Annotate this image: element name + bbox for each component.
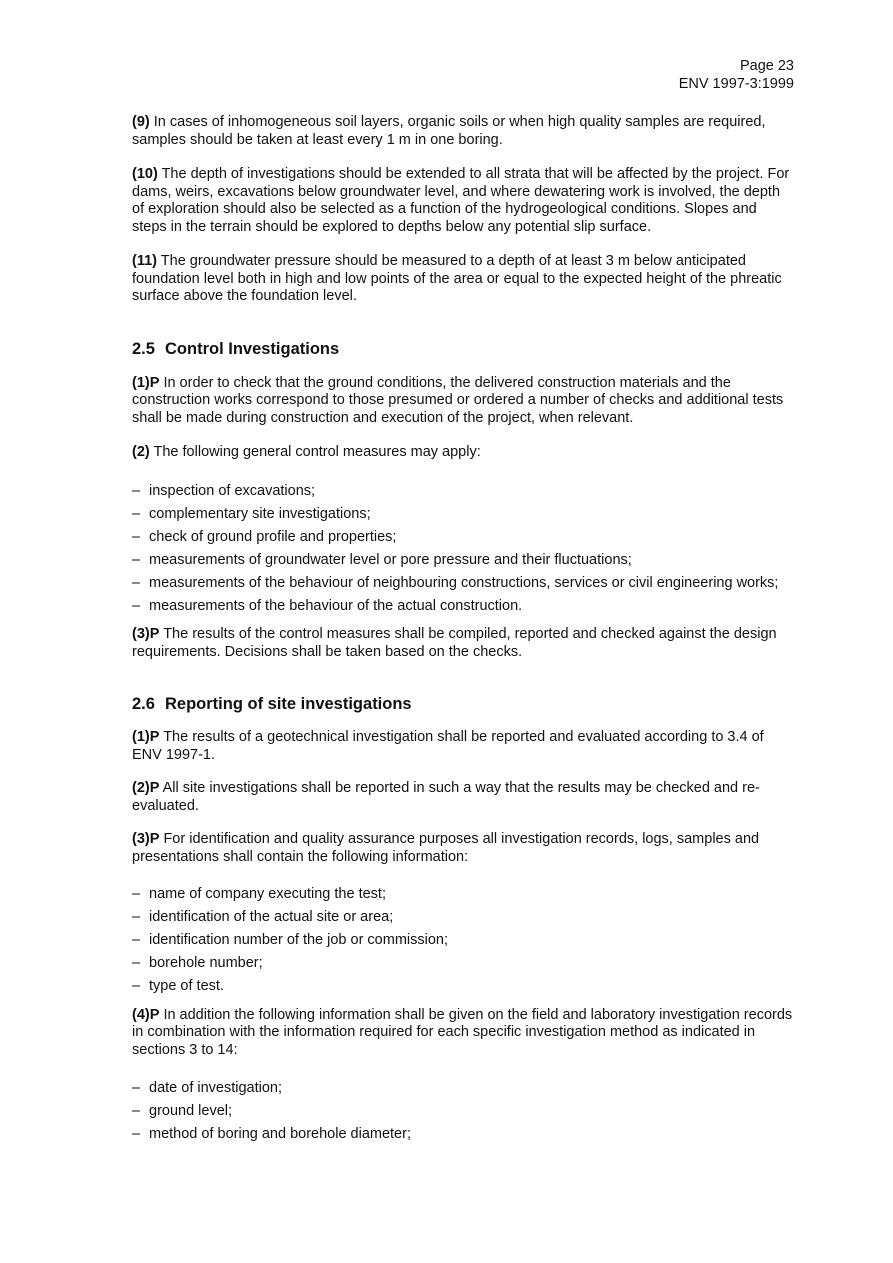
list-item: – ground level; xyxy=(132,1103,794,1121)
section-number: 2.6 xyxy=(132,695,155,713)
list-item: – name of company executing the test; xyxy=(132,886,794,904)
paragraph-number: (2)P xyxy=(132,780,160,796)
paragraph-text: The groundwater pressure should be measured to a depth of at least 3 m below anticipated foundation level both in high and low points of the area or equal to the expected height of the phreatic surface above the foundation level. xyxy=(132,253,782,304)
paragraph-2-5-1 xyxy=(132,375,794,428)
paragraph-11 xyxy=(132,253,794,306)
paragraph-number: (1)P xyxy=(132,729,160,745)
control-measures-list xyxy=(132,483,794,616)
paragraph-9 xyxy=(132,114,794,149)
list-item: – measurements of the behaviour of the actual construction. xyxy=(132,598,794,616)
paragraph-text: In cases of inhomogeneous soil layers, organic soils or when high quality samples are required, samples should be taken at least every 1 m in one boring. xyxy=(132,114,766,148)
paragraph-number: (4)P xyxy=(132,1006,160,1023)
paragraph-number: (3)P xyxy=(132,626,160,642)
section-heading-2-5 xyxy=(132,339,794,359)
page-number: Page 23 xyxy=(739,58,794,74)
paragraph-2-6-1 xyxy=(132,729,794,764)
list-item: – complementary site investigations; xyxy=(132,506,794,524)
paragraph-number: (1)P xyxy=(132,374,160,391)
paragraph-number: (3)P xyxy=(132,831,160,847)
paragraph-text: The depth of investigations should be extended to all strata that will be affected by the project. For dams, weirs, excavations below groundwater level, and where dewatering work is involved, the depth of exploration should also be selected as a function of the hydrogeological conditions. Slopes and steps in the terrain should be explored to depths below any potential slip surface. xyxy=(132,166,790,235)
section-number: 2.5 xyxy=(132,339,155,358)
list-item: – check of ground profile and properties; xyxy=(132,529,794,547)
paragraph-text: The results of the control measures shall be compiled, reported and checked against the design requirements. Decisions shall be taken based on the checks. xyxy=(132,626,777,660)
list-item: – inspection of excavations; xyxy=(132,483,794,501)
paragraph-2-5-3 xyxy=(132,626,794,661)
list-item: – date of investigation; xyxy=(132,1080,794,1098)
paragraph-2-5-2 xyxy=(132,444,794,462)
list-item: – type of test. xyxy=(132,978,794,996)
section-title: Control Investigations xyxy=(165,339,340,358)
paragraph-number: (2) xyxy=(132,444,150,460)
paragraph-text: The results of a geotechnical investigation shall be reported and evaluated according to 3.4 of ENV 1997-1. xyxy=(132,729,764,763)
paragraph-number: (10) xyxy=(132,166,158,182)
paragraph-2-6-3 xyxy=(132,831,794,866)
paragraph-number: (11) xyxy=(132,253,157,269)
paragraph-text: For identification and quality assurance purposes all investigation records, logs, samples and presentations shall contain the following information: xyxy=(132,831,760,865)
list-item: – borehole number; xyxy=(132,955,794,973)
list-item: – measurements of groundwater level or pore pressure and their fluctuations; xyxy=(132,552,794,570)
paragraph-2-6-4 xyxy=(132,1007,794,1060)
list-item: – method of boring and borehole diameter; xyxy=(132,1126,794,1144)
identification-info-list xyxy=(132,886,794,996)
paragraph-number: (9) xyxy=(132,114,150,130)
additional-info-list xyxy=(132,1080,794,1144)
paragraph-text: All site investigations shall be reported in such a way that the results may be checked and re-evaluated. xyxy=(132,780,760,814)
paragraph-text: The following general control measures may apply: xyxy=(153,444,481,460)
paragraph-text: In addition the following information shall be given on the field and laboratory investigation records in combination with the information required for each specific investigation method as indicated in sections 3 to 14: xyxy=(132,1006,793,1058)
document-body xyxy=(132,58,794,1149)
paragraph-2-6-2 xyxy=(132,780,794,815)
section-heading-2-6 xyxy=(132,694,794,714)
section-title: Reporting of site investigations xyxy=(165,695,412,713)
paragraph-10 xyxy=(132,166,794,236)
list-item: – measurements of the behaviour of neighbouring constructions, services or civil engineering works; xyxy=(132,575,794,593)
paragraph-text: In order to check that the ground conditions, the delivered construction materials and the construction works correspond to those presumed or ordered a number of checks and additional tests shall be made during construction and execution of the project, when relevant. xyxy=(132,374,784,426)
list-item: – identification number of the job or commission; xyxy=(132,932,794,950)
list-item: – identification of the actual site or area; xyxy=(132,909,794,927)
standard-reference: ENV 1997-3:1999 xyxy=(678,75,794,92)
